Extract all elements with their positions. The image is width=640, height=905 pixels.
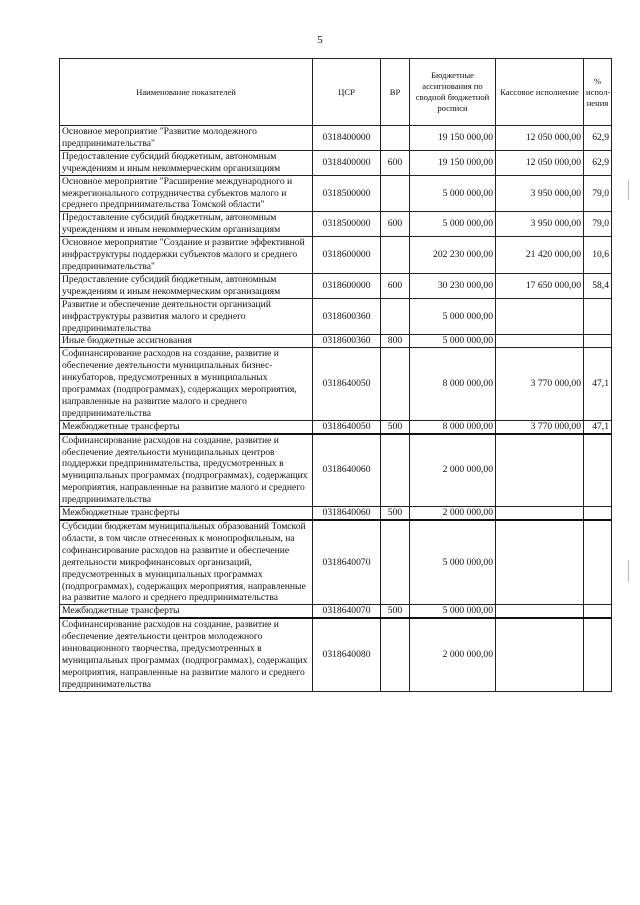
- row-name: Межбюджетные трансферты: [60, 507, 313, 520]
- row-cash: 3 770 000,00: [496, 348, 584, 420]
- row-csr: 0318600000: [313, 237, 381, 274]
- row-vr: 500: [381, 605, 410, 618]
- row-percent: 58,4: [584, 273, 612, 298]
- row-name: Софинансирование расходов на создание, развитие и обеспечение деятельности центров молодежного инновационного творчества, предусмотренных в муниципальных программах (подпрограммах), содержащих мероприятия, направленные на развитие малого и среднего предпринимательства: [60, 618, 313, 691]
- row-name: Основное мероприятие "Создание и развитие эффективной инфраструктуры поддержки субъектов малого и среднего предпринимательства": [60, 237, 313, 274]
- row-budget: 5 000 000,00: [410, 175, 496, 212]
- table-row: [60, 150, 612, 175]
- row-name: Предоставление субсидий бюджетным, автономным учреждениям и иным некоммерческим организациям: [60, 212, 313, 237]
- table-row: [60, 126, 612, 151]
- row-percent: [584, 618, 612, 691]
- row-percent: 79,0: [584, 212, 612, 237]
- row-budget: 5 000 000,00: [410, 212, 496, 237]
- row-cash: 12 050 000,00: [496, 150, 584, 175]
- scan-edge-mark: [628, 560, 629, 582]
- row-name: Софинансирование расходов на создание, развитие и обеспечение деятельности муниципальных бизнес-инкубаторов, предусмотренных в муниципальных программах (подпрограммах), содержащих мероприятия, направленные на развитие малого и среднего предпринимательства: [60, 348, 313, 420]
- row-csr: 0318400000: [313, 150, 381, 175]
- row-vr: 800: [381, 335, 410, 348]
- header-percent: % испол-нения: [584, 59, 612, 126]
- row-csr: 0318640060: [313, 507, 381, 520]
- row-vr: [381, 520, 410, 605]
- row-csr: 0318640070: [313, 520, 381, 605]
- row-vr: [381, 298, 410, 335]
- row-budget: 2 000 000,00: [410, 434, 496, 507]
- row-cash: [496, 605, 584, 618]
- row-percent: 47,1: [584, 348, 612, 420]
- row-budget: 202 230 000,00: [410, 237, 496, 274]
- row-percent: 10,6: [584, 237, 612, 274]
- row-vr: [381, 126, 410, 151]
- row-vr: [381, 237, 410, 274]
- row-vr: [381, 618, 410, 691]
- page-number: 5: [317, 34, 323, 46]
- row-cash: 3 950 000,00: [496, 212, 584, 237]
- table-row: [60, 605, 612, 618]
- table-row: [60, 237, 612, 274]
- row-csr: 0318640060: [313, 434, 381, 507]
- table-header-row: [60, 59, 612, 126]
- row-budget: 5 000 000,00: [410, 605, 496, 618]
- table-row: [60, 618, 612, 691]
- row-budget: 5 000 000,00: [410, 520, 496, 605]
- row-csr: 0318500000: [313, 212, 381, 237]
- row-cash: 3 950 000,00: [496, 175, 584, 212]
- row-csr: 0318600360: [313, 298, 381, 335]
- row-percent: [584, 335, 612, 348]
- row-cash: 17 650 000,00: [496, 273, 584, 298]
- row-vr: 600: [381, 212, 410, 237]
- row-csr: 0318640080: [313, 618, 381, 691]
- table-row: [60, 298, 612, 335]
- row-cash: [496, 335, 584, 348]
- row-percent: [584, 605, 612, 618]
- row-vr: 600: [381, 150, 410, 175]
- row-csr: 0318640050: [313, 348, 381, 420]
- row-budget: 30 230 000,00: [410, 273, 496, 298]
- row-name: Основное мероприятие "Развитие молодежного предпринимательства": [60, 126, 313, 151]
- row-name: Основное мероприятие "Расширение международного и межрегионального сотрудничества субъектов малого и среднего предпринимательства Томской области": [60, 175, 313, 212]
- row-cash: [496, 434, 584, 507]
- row-vr: [381, 434, 410, 507]
- header-cash: Кассовое исполнение: [496, 59, 584, 126]
- budget-execution-table: [59, 58, 612, 692]
- row-name: Иные бюджетные ассигнования: [60, 335, 313, 348]
- row-vr: [381, 175, 410, 212]
- row-percent: 79,0: [584, 175, 612, 212]
- row-csr: 0318600360: [313, 335, 381, 348]
- row-percent: [584, 434, 612, 507]
- table-row: [60, 348, 612, 420]
- row-budget: 8 000 000,00: [410, 348, 496, 420]
- table-row: [60, 520, 612, 605]
- row-percent: [584, 520, 612, 605]
- row-csr: 0318640070: [313, 605, 381, 618]
- row-vr: [381, 348, 410, 420]
- scan-edge-mark: [628, 180, 629, 200]
- row-budget: 5 000 000,00: [410, 335, 496, 348]
- header-vr: ВР: [381, 59, 410, 126]
- header-budget: Бюджетные ассигнования по сводной бюджетной росписи: [410, 59, 496, 126]
- row-cash: 12 050 000,00: [496, 126, 584, 151]
- row-csr: 0318600000: [313, 273, 381, 298]
- table-row: [60, 335, 612, 348]
- row-budget: 19 150 000,00: [410, 126, 496, 151]
- row-percent: 62,9: [584, 126, 612, 151]
- row-name: Межбюджетные трансферты: [60, 420, 313, 433]
- row-vr: 500: [381, 507, 410, 520]
- table-row: [60, 273, 612, 298]
- header-csr: ЦСР: [313, 59, 381, 126]
- row-csr: 0318400000: [313, 126, 381, 151]
- row-csr: 0318500000: [313, 175, 381, 212]
- row-name: Развитие и обеспечение деятельности организаций инфраструктуры развития малого и среднего предпринимательства: [60, 298, 313, 335]
- row-csr: 0318640050: [313, 420, 381, 433]
- row-budget: 19 150 000,00: [410, 150, 496, 175]
- row-budget: 2 000 000,00: [410, 618, 496, 691]
- row-budget: 8 000 000,00: [410, 420, 496, 433]
- header-name: Наименование показателей: [60, 59, 313, 126]
- row-name: Межбюджетные трансферты: [60, 605, 313, 618]
- row-name: Предоставление субсидий бюджетным, автономным учреждениям и иным некоммерческим организациям: [60, 273, 313, 298]
- row-cash: 3 770 000,00: [496, 420, 584, 433]
- row-percent: 47,1: [584, 420, 612, 433]
- row-cash: [496, 507, 584, 520]
- row-cash: [496, 298, 584, 335]
- row-vr: 500: [381, 420, 410, 433]
- row-vr: 600: [381, 273, 410, 298]
- table-row: [60, 175, 612, 212]
- table-row: [60, 420, 612, 433]
- row-percent: [584, 507, 612, 520]
- row-budget: 2 000 000,00: [410, 507, 496, 520]
- row-cash: [496, 520, 584, 605]
- row-percent: 62,9: [584, 150, 612, 175]
- row-name: Субсидии бюджетам муниципальных образований Томской области, в том числе отнесенных к монопрофильным, на софинансирование расходов на развитие и обеспечение деятельности микрофинансовых организаций, предусмотренных в муниципальных программах (подпрограммах), содержащих мероприятия, направленные на развитие малого и среднего предпринимательства: [60, 520, 313, 605]
- row-cash: 21 420 000,00: [496, 237, 584, 274]
- table-row: [60, 507, 612, 520]
- table-row: [60, 434, 612, 507]
- row-name: Предоставление субсидий бюджетным, автономным учреждениям и иным некоммерческим организациям: [60, 150, 313, 175]
- table-row: [60, 212, 612, 237]
- row-name: Софинансирование расходов на создание, развитие и обеспечение деятельности муниципальных центров поддержки предпринимательства, предусмотренных в муниципальных программах (подпрограммах), содержащих мероприятия, направленные на развитие малого и среднего предпринимательства: [60, 434, 313, 507]
- row-percent: [584, 298, 612, 335]
- row-cash: [496, 618, 584, 691]
- row-budget: 5 000 000,00: [410, 298, 496, 335]
